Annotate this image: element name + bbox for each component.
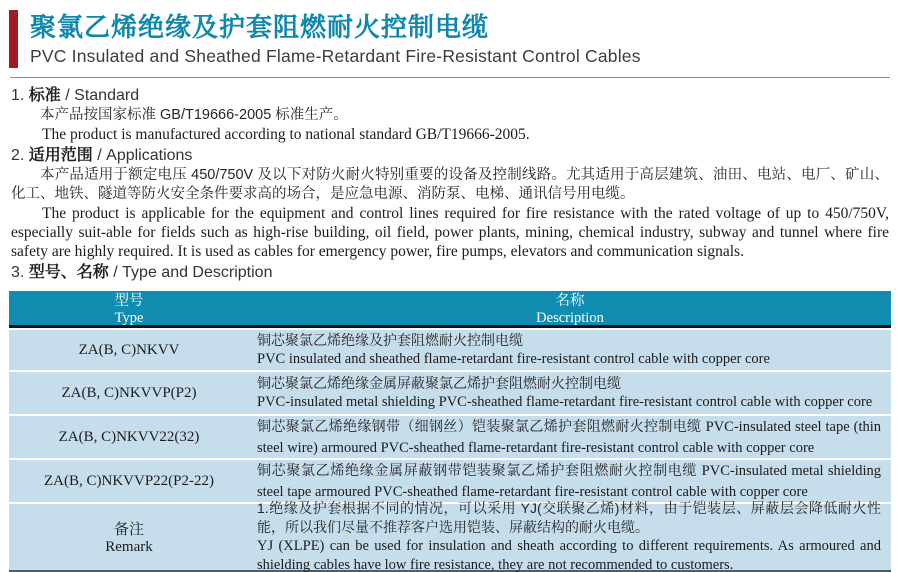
section-number: 3. (11, 264, 25, 281)
description-mixed (257, 460, 881, 502)
remark-en: YJ (XLPE) can be used for insulation and sheath according to different requirements. As armoured and shielding cables have low fire resistance, they are not recommended to customers. (257, 538, 881, 572)
page-title-zh: 聚氯乙烯绝缘及护套阻燃耐火控制电缆 (30, 12, 490, 42)
description-mixed (257, 416, 881, 458)
cell-type: ZA(B, C)NKVV22(32) (58, 428, 200, 445)
section-number: 2. (11, 147, 25, 164)
page-header (9, 10, 891, 68)
body-sections (9, 86, 891, 283)
description-en: PVC-insulated metal shielding PVC-sheathed flame-retardant fire-resistant control cable with copper core (257, 394, 873, 410)
cell-type-remark (9, 504, 249, 570)
table-row (9, 460, 891, 502)
section-title-zh: 标准 (28, 87, 61, 104)
table-row (9, 372, 891, 414)
cell-description (249, 372, 891, 414)
title-accent-bar (9, 10, 18, 68)
description-zh: 铜芯聚氯乙烯绝缘金属屏蔽钢带铠装聚氯乙烯护套阻燃耐火控制电缆 (257, 462, 698, 478)
table-header-description (249, 291, 891, 325)
description-zh: 铜芯聚氯乙烯绝缘金属屏蔽聚氯乙烯护套阻燃耐火控制电缆 (257, 375, 621, 391)
table-header-type-zh: 型号 (114, 293, 144, 309)
section-title-en: / Type and Description (113, 264, 273, 281)
table-header-type (9, 291, 249, 325)
table-header-row (9, 291, 891, 328)
section-type-description (11, 263, 889, 283)
section-number: 1. (11, 87, 25, 104)
page-title-en: PVC Insulated and Sheathed Flame-Retardant Fire-Resistant Control Cables (30, 46, 641, 66)
section-title-en: / Applications (97, 147, 193, 164)
remark-label-en: Remark (105, 539, 153, 555)
applications-body-zh: 本产品适用于额定电压 450/750V 及以下对防火耐火特别重要的设备及控制线路。尤其适用于高层建筑、油田、电站、电厂、矿山、化工、地铁、隧道等防火安全条件要求高的场合，是应急电源、消防泵、电梯、通讯信号用电缆。 (11, 167, 889, 202)
section-applications-heading (11, 146, 889, 166)
applications-body-en: The product is applicable for the equipment and control lines required for fire resistance with the rated voltage of up to 450/750V, especially suit-able for fields such as high-rise building, oil field, power plants, mining, chemical industry, subway and tunnel where fire safety are highly required. It is used as cables for emergency power, fire pumps, elevators and communication signals. (11, 205, 889, 260)
table-row (9, 330, 891, 370)
section-title-zh: 适用范围 (28, 147, 93, 164)
description-zh: 铜芯聚氯乙烯绝缘钢带（细钢丝）铠装聚氯乙烯护套阻燃耐火控制电缆 (257, 418, 702, 434)
cell-description (249, 500, 891, 572)
section-type-description-heading (11, 263, 889, 283)
cell-description (249, 330, 891, 370)
section-applications (11, 146, 889, 261)
cell-type: ZA(B, C)NKVVP(P2) (61, 384, 197, 401)
remark-zh: 1.绝缘及护套根据不同的情况，可以采用 YJ(交联聚乙烯)材料，由于铠装层、屏蔽层会降低耐火性能，所以我们尽量不推荐客户选用铠装、屏蔽结构的耐火电缆。 (257, 500, 881, 535)
table-header-description-en: Description (536, 310, 604, 326)
description-en: PVC-insulated metal shielding steel tape armoured PVC-sheathed flame-retardant fire-resistant control cable with copper core (257, 463, 882, 500)
description-en: PVC insulated and sheathed flame-retardant fire-resistant control cable with copper core (257, 351, 770, 367)
standard-body-zh: 本产品按国家标准 GB/T19666-2005 标准生产。 (40, 107, 348, 123)
description-en: PVC-insulated steel tape (thin steel wire) armoured PVC-sheathed flame-retardant fire-resistant control cable with copper core (257, 419, 882, 456)
standard-body-en: The product is manufactured according to national standard GB/T19666-2005. (42, 126, 530, 143)
table-header-description-zh: 名称 (555, 293, 585, 309)
table-header-type-en: Type (114, 310, 144, 326)
cell-type: ZA(B, C)NKVV (78, 341, 180, 358)
cell-description (249, 416, 891, 458)
description-zh: 铜芯聚氯乙烯绝缘及护套阻燃耐火控制电缆 (257, 332, 523, 348)
section-title-en: / Standard (65, 87, 140, 104)
cell-description (249, 460, 891, 502)
section-standard (11, 86, 889, 144)
header-divider (10, 77, 890, 78)
page-titles (30, 10, 641, 68)
table-row-remark (9, 500, 891, 572)
remark-label-zh: 备注 (113, 522, 144, 538)
type-description-table (9, 291, 891, 572)
section-title-zh: 型号、名称 (28, 264, 109, 281)
table-row (9, 416, 891, 458)
section-standard-heading (11, 86, 889, 106)
cell-type: ZA(B, C)NKVVP22(P2-22) (44, 472, 214, 489)
